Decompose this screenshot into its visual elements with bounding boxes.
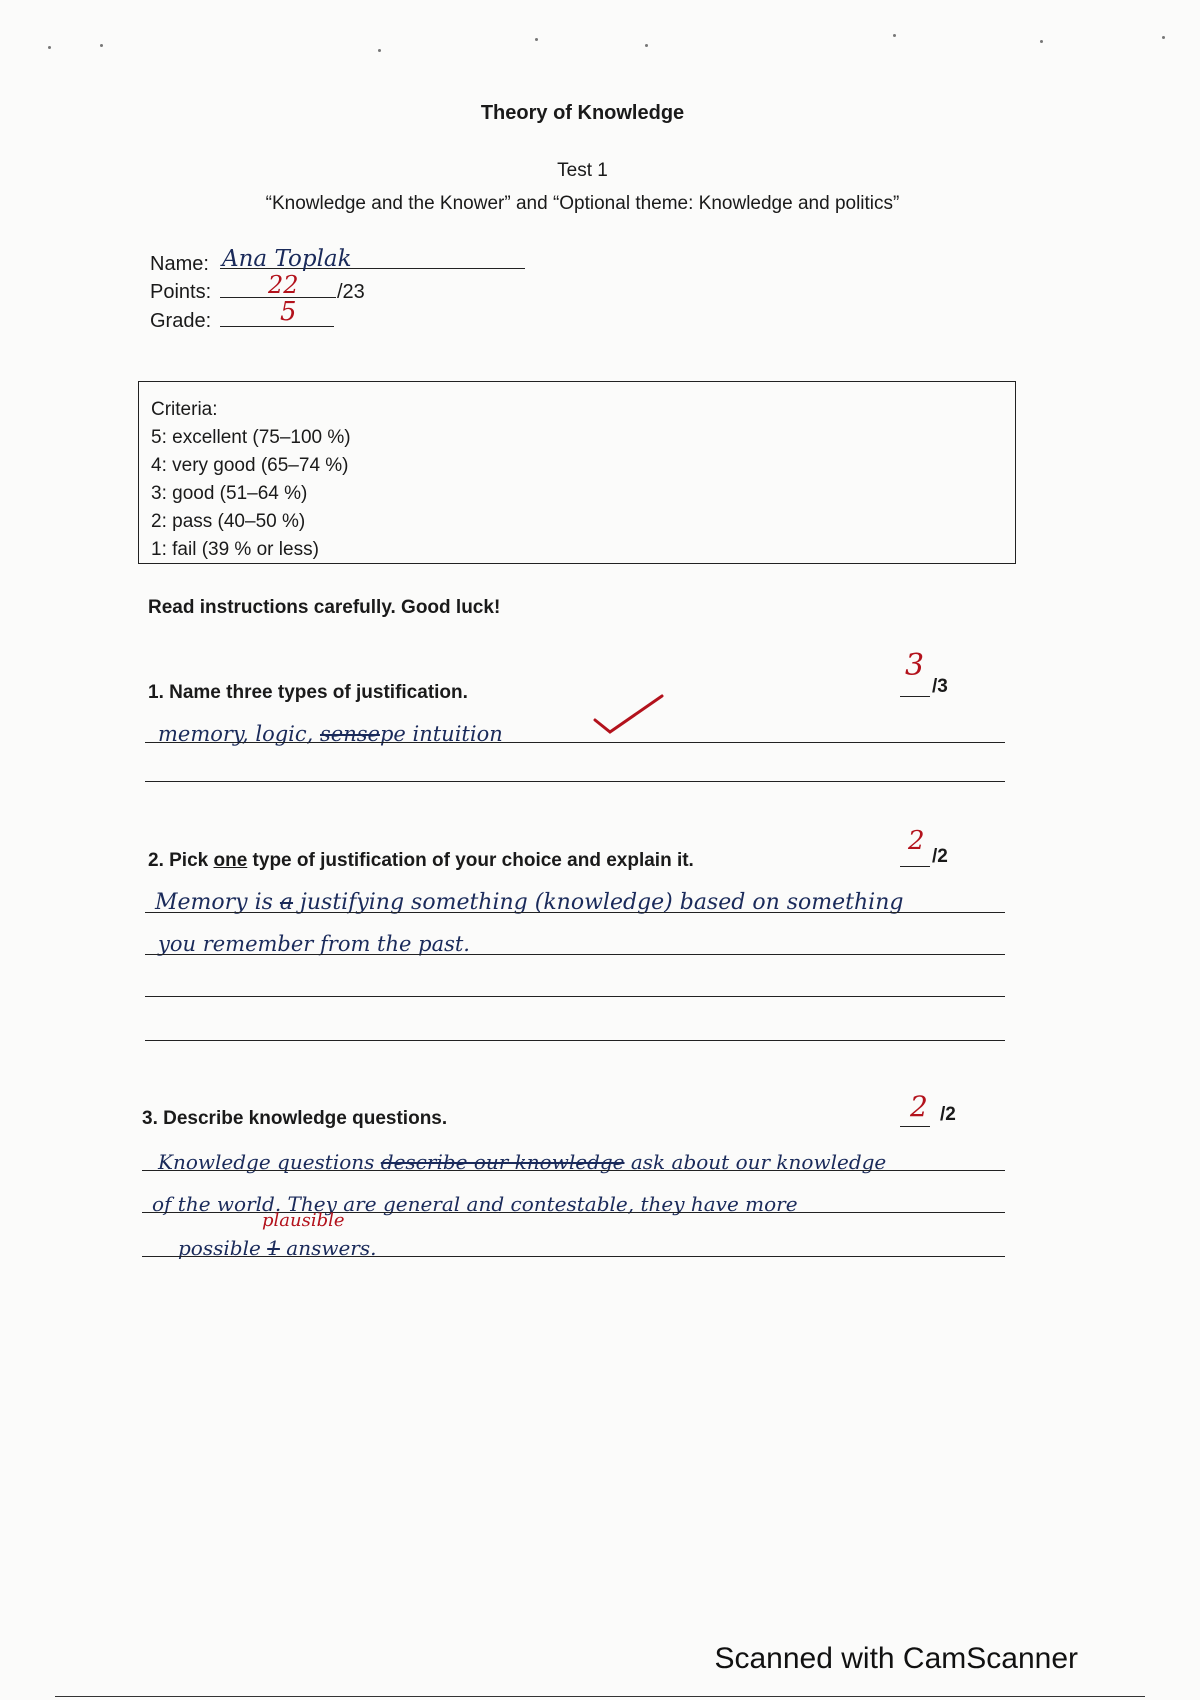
question-1-max: /3 [932, 676, 948, 697]
answer-text: possible [178, 1236, 268, 1260]
document-title: Theory of Knowledge [480, 102, 685, 124]
question-1-score-line [900, 696, 930, 697]
question-2-prefix: 2. Pick [148, 850, 214, 871]
answer-text: memory, logic, [158, 722, 320, 746]
question-3-score: 2 [910, 1090, 928, 1123]
answer-line [145, 996, 1005, 997]
grade-label: Grade: [150, 310, 212, 332]
answer-line [142, 1170, 1005, 1171]
question-1-score: 3 [905, 648, 925, 683]
test-theme: “Knowledge and the Knower” and “Optional theme: Knowledge and politics” [265, 193, 900, 214]
answer-line [145, 912, 1005, 913]
question-3-answer-line-2: of the world. They are general and contestable, they have more [152, 1192, 798, 1216]
inserted-correction: plausible [262, 1210, 345, 1231]
name-label: Name: [150, 253, 209, 275]
instructions: Read instructions carefully. Good luck! [148, 597, 501, 618]
scan-speck [893, 34, 896, 37]
struck-text: 1 [267, 1236, 280, 1260]
answer-text: Knowledge questions [158, 1150, 381, 1174]
student-name: Ana Toplak [222, 246, 352, 272]
answer-line [145, 1040, 1005, 1041]
scan-speck [100, 44, 103, 47]
struck-text: a [279, 890, 294, 915]
question-2-score-line [900, 866, 930, 867]
grade-value: 5 [280, 297, 297, 327]
answer-line [142, 1256, 1005, 1257]
bottom-rule [55, 1696, 1145, 1697]
points-label: Points: [150, 281, 212, 303]
points-value: 22 [268, 271, 299, 299]
criteria-item: 3: good (51–64 %) [151, 483, 308, 504]
question-3-text: 3. Describe knowledge questions. [142, 1108, 448, 1129]
criteria-heading: Criteria: [151, 399, 218, 420]
scan-speck [48, 46, 51, 49]
criteria-item: 1: fail (39 % or less) [151, 539, 319, 560]
answer-text: ask about our knowledge [624, 1150, 887, 1174]
question-2-max: /2 [932, 846, 948, 867]
question-2-answer-line-2: you remember from the past. [158, 932, 470, 956]
question-2-suffix: type of justification of your choice and explain it. [247, 850, 694, 871]
scan-speck [535, 38, 538, 41]
question-3-score-line [900, 1126, 930, 1127]
criteria-item: 2: pass (40–50 %) [151, 511, 306, 532]
grade-line [220, 326, 334, 327]
question-3-max: /2 [940, 1104, 956, 1125]
answer-text: intuition [405, 722, 503, 746]
answer-text: justifying something (knowledge) based on something [293, 890, 904, 915]
criteria-box [138, 381, 1016, 564]
scanner-watermark: Scanned with CamScanner [714, 1642, 1078, 1675]
answer-text: answers. [279, 1236, 377, 1260]
struck-text: describe our knowledge [380, 1150, 625, 1174]
scan-speck [1040, 40, 1043, 43]
scan-speck [1162, 36, 1165, 39]
scan-speck [645, 44, 648, 47]
question-2-emphasis: one [213, 850, 248, 871]
answer-line [145, 742, 1005, 743]
answer-line [145, 781, 1005, 782]
question-1-text: 1. Name three types of justification. [148, 682, 468, 703]
struck-text: sense [320, 722, 380, 746]
points-total: /23 [337, 281, 365, 303]
criteria-item: 4: very good (65–74 %) [151, 455, 349, 476]
question-2-score: 2 [908, 826, 925, 856]
criteria-item: 5: excellent (75–100 %) [151, 427, 351, 448]
question-2-text [148, 850, 694, 872]
answer-text: Memory is [155, 890, 280, 915]
test-subtitle: Test 1 [557, 160, 608, 181]
answer-line [145, 954, 1005, 955]
checkmark-icon [590, 690, 670, 740]
scan-speck [378, 49, 381, 52]
answer-text: pe [379, 722, 406, 746]
